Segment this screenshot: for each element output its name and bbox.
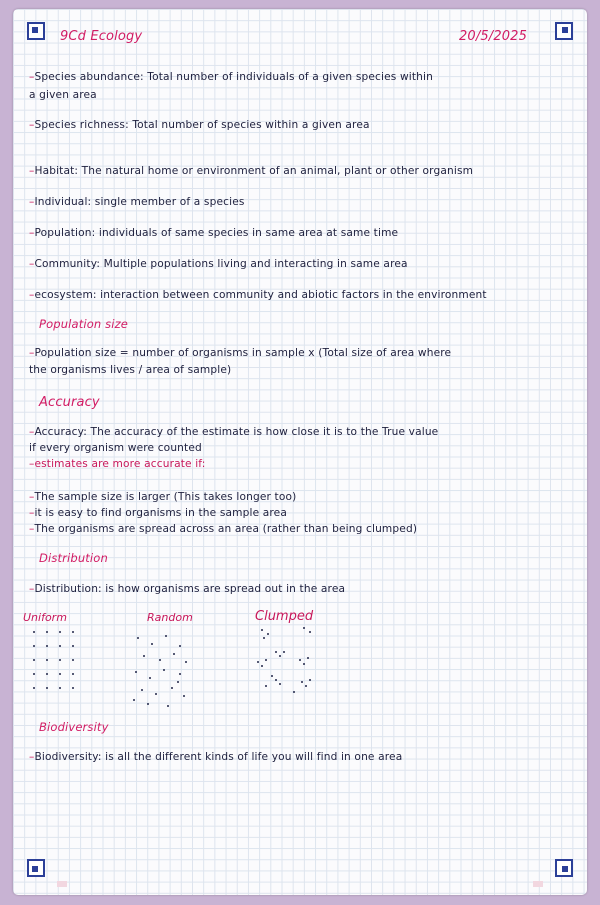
sketch-dot <box>309 679 311 681</box>
corner-marker-bottom-left <box>27 859 45 877</box>
sketch-dot <box>159 659 161 661</box>
sketch-dot <box>271 675 273 677</box>
sketch-dot <box>183 695 185 697</box>
note-line: –ecosystem: interaction between community and abiotic factors in the environment <box>29 289 487 301</box>
sketch-dot <box>185 661 187 663</box>
sketch-dot <box>155 693 157 695</box>
sketch-dot <box>59 673 61 675</box>
sketch-dot <box>283 651 285 653</box>
distribution-label-clumped: Clumped <box>255 609 314 624</box>
note-line: –Community: Multiple populations living and interacting in same area <box>29 258 408 270</box>
note-line: –Individual: single member of a species <box>29 196 245 208</box>
sketch-dot <box>59 631 61 633</box>
sketch-dot <box>72 645 74 647</box>
sketch-dot <box>299 659 301 661</box>
section-heading: Biodiversity <box>39 720 109 734</box>
page-date: 20/5/2025 <box>459 29 528 44</box>
sketch-dot <box>267 633 269 635</box>
sketch-dot <box>275 651 277 653</box>
sketch-dot <box>46 631 48 633</box>
sketch-dot <box>147 703 149 705</box>
section-heading: Accuracy <box>39 395 100 410</box>
sketch-dot <box>167 705 169 707</box>
sketch-dot <box>133 699 135 701</box>
distribution-label-random: Random <box>147 611 193 624</box>
page-tab-mark <box>533 881 543 887</box>
sketch-dot <box>261 629 263 631</box>
corner-marker-top-left <box>27 22 45 40</box>
sketch-dot <box>59 687 61 689</box>
note-line: –it is easy to find organisms in the sample area <box>29 507 287 519</box>
sketch-dot <box>33 659 35 661</box>
sketch-dot <box>309 631 311 633</box>
page-title: 9Cd Ecology <box>60 29 143 44</box>
note-line: –Population: individuals of same species in same area at same time <box>29 227 399 239</box>
note-line: –Species abundance: Total number of individuals of a given species within <box>29 71 433 83</box>
sketch-dot <box>135 671 137 673</box>
sketch-dot <box>303 627 305 629</box>
sketch-dot <box>33 645 35 647</box>
sketch-dot <box>72 631 74 633</box>
note-line: –Population size = number of organisms in sample x (Total size of area where <box>29 347 452 359</box>
sketch-dot <box>33 673 35 675</box>
sketch-dot <box>151 643 153 645</box>
sketch-dot <box>46 687 48 689</box>
note-line: –The sample size is larger (This takes longer too) <box>29 491 297 503</box>
sketch-dot <box>137 637 139 639</box>
sketch-dot <box>301 681 303 683</box>
sketch-dot <box>275 679 277 681</box>
sketch-dot <box>72 687 74 689</box>
section-heading: Population size <box>39 317 129 331</box>
sketch-dot <box>143 655 145 657</box>
sketch-dot <box>141 689 143 691</box>
page-tab-mark <box>57 881 67 887</box>
note-line: if every organism were counted <box>29 442 202 454</box>
notebook-page <box>13 9 587 895</box>
sketch-dot <box>177 681 179 683</box>
sketch-dot <box>179 673 181 675</box>
sketch-dot <box>173 653 175 655</box>
sketch-dot <box>265 659 267 661</box>
corner-marker-bottom-right <box>555 859 573 877</box>
sketch-dot <box>261 665 263 667</box>
sketch-dot <box>72 673 74 675</box>
sketch-dot <box>293 691 295 693</box>
sketch-dot <box>33 631 35 633</box>
sketch-dot <box>279 655 281 657</box>
sketch-dot <box>33 687 35 689</box>
sketch-dot <box>46 645 48 647</box>
sketch-dot <box>179 645 181 647</box>
section-heading: Distribution <box>39 551 108 565</box>
sketch-dot <box>72 659 74 661</box>
note-line: –Habitat: The natural home or environment of an animal, plant or other organism <box>29 165 474 177</box>
note-line: the organisms lives / area of sample) <box>29 364 232 376</box>
note-line: –The organisms are spread across an area (rather than being clumped) <box>29 523 418 535</box>
note-line: –Biodiversity: is all the different kinds of life you will find in one area <box>29 751 403 763</box>
sketch-dot <box>263 637 265 639</box>
sketch-dot <box>59 659 61 661</box>
sketch-dot <box>305 685 307 687</box>
note-line: –Accuracy: The accuracy of the estimate is how close it is to the True value <box>29 426 439 438</box>
sketch-dot <box>163 669 165 671</box>
corner-marker-top-right <box>555 22 573 40</box>
sketch-dot <box>279 683 281 685</box>
sketch-dot <box>171 687 173 689</box>
note-line: –estimates are more accurate if: <box>29 458 206 470</box>
sketch-dot <box>149 677 151 679</box>
sketch-dot <box>59 645 61 647</box>
sketch-dot <box>257 661 259 663</box>
note-line: a given area <box>29 89 97 101</box>
sketch-dot <box>265 685 267 687</box>
sketch-dot <box>46 659 48 661</box>
note-line: –Distribution: is how organisms are spread out in the area <box>29 583 346 595</box>
sketch-dot <box>303 663 305 665</box>
distribution-label-uniform: Uniform <box>23 611 67 624</box>
sketch-dot <box>165 635 167 637</box>
note-line: –Species richness: Total number of species within a given area <box>29 119 370 131</box>
sketch-dot <box>307 657 309 659</box>
sketch-dot <box>46 673 48 675</box>
